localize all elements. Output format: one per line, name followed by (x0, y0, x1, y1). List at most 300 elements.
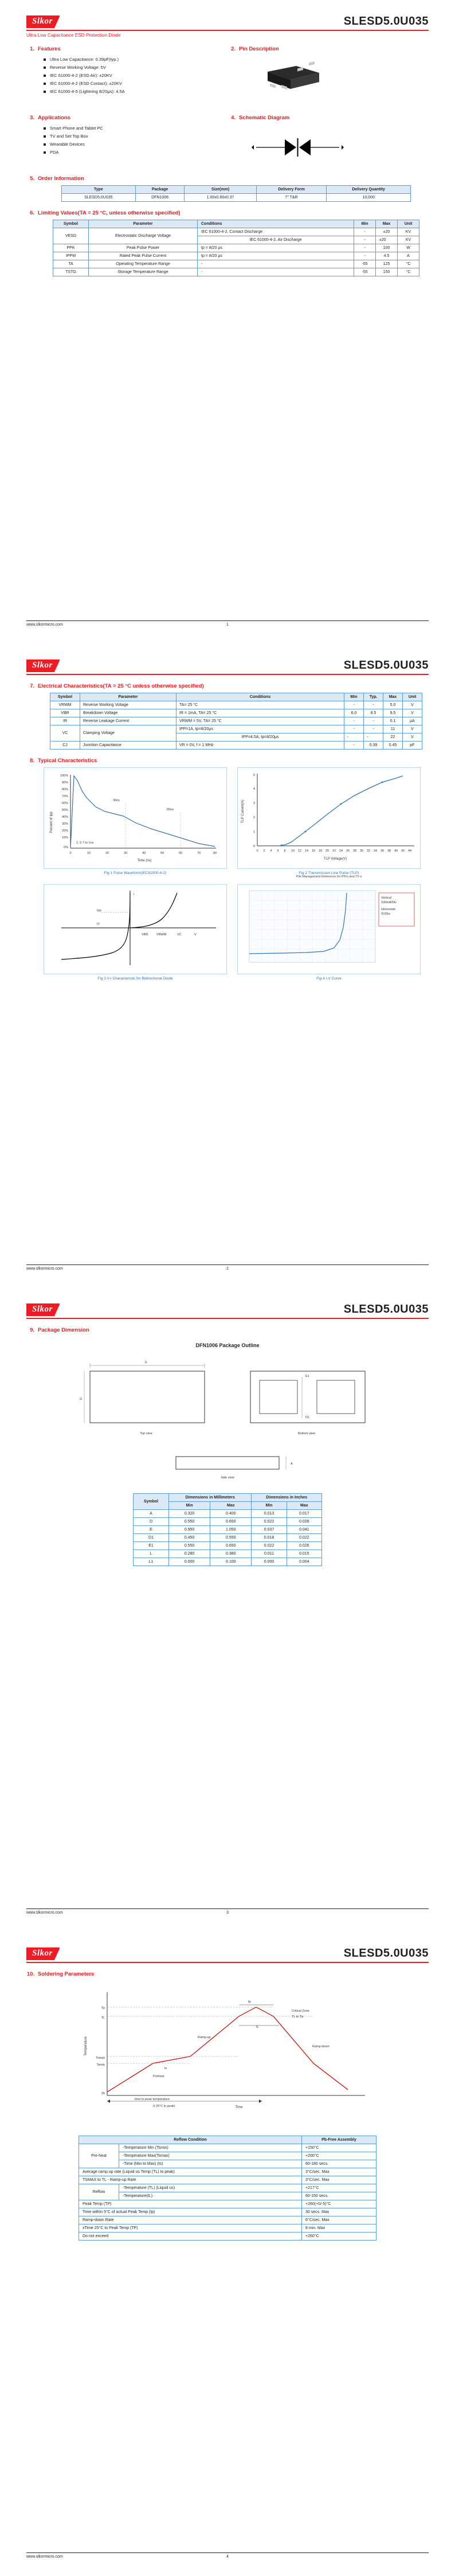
table-row (50, 725, 422, 733)
page-2 (0, 644, 455, 1288)
svg-text:80: 80 (213, 852, 217, 855)
svg-text:Time (ns): Time (ns) (137, 859, 152, 862)
section-title: Pin Description (239, 46, 279, 52)
cell: Do not exceed (79, 2232, 302, 2241)
svg-text:Ramp-down: Ramp-down (312, 2045, 330, 2048)
cell: CJ (50, 741, 80, 750)
cell: TSTG (53, 268, 89, 276)
table-row (134, 1526, 322, 1534)
cell: 0.013 (252, 1510, 287, 1518)
chart-fig3 (44, 884, 227, 981)
table-row (134, 1518, 322, 1526)
cell: W (398, 244, 419, 252)
svg-text:24: 24 (339, 849, 343, 853)
svg-text:Vertical: Vertical (381, 896, 392, 900)
cell: - (344, 733, 364, 741)
svg-text:Time: Time (235, 2106, 243, 2109)
cell: 6°C/sec. Max (302, 2216, 376, 2224)
col-millimeters: Dimensions in Millimeters (169, 1494, 252, 1502)
svg-text:Preheat: Preheat (153, 2075, 164, 2078)
svg-text:2V/Div: 2V/Div (381, 912, 391, 916)
section-limiting-values (26, 210, 429, 216)
company-logo: Slkor (26, 15, 60, 28)
cell: ±20 (376, 236, 398, 244)
package-illustration (227, 56, 429, 99)
svg-text:22: 22 (332, 849, 336, 853)
cell: 0.022 (287, 1534, 321, 1542)
svg-text:Tp: Tp (101, 2007, 105, 2010)
table-row (134, 1510, 322, 1518)
cell: Time within 5°C of actual Peak Temp (tp) (79, 2208, 302, 2216)
page-header (26, 15, 429, 31)
section-number: 7. (30, 683, 34, 689)
svg-text:VBR: VBR (142, 933, 148, 936)
cell: 125 (376, 260, 398, 268)
cell: IR = 1mA, TA= 25 °C (176, 709, 344, 717)
svg-text:60: 60 (178, 852, 183, 855)
cell: 0.026 (287, 1542, 321, 1550)
cell: - (354, 228, 376, 236)
table-row (79, 2152, 376, 2160)
cell: 0.022 (252, 1542, 287, 1550)
cell: - (354, 252, 376, 260)
cell: - (364, 717, 383, 725)
page-number: 3 (226, 1911, 229, 1915)
cell: DFN1006 (135, 194, 185, 202)
svg-text:4: 4 (270, 849, 272, 853)
svg-text:10: 10 (291, 849, 295, 853)
svg-text:Tsmax: Tsmax (96, 2056, 105, 2060)
cell: 30 secs. Max (302, 2208, 376, 2216)
cell: TA= 25 °C (176, 701, 344, 709)
col-type: Type (62, 186, 136, 194)
cell: - (198, 260, 354, 268)
cell: PPK (53, 244, 89, 252)
cell: - (354, 244, 376, 252)
cell: 150 (376, 268, 398, 276)
svg-text:TL: TL (101, 2016, 105, 2020)
svg-text:Horizontal: Horizontal (381, 908, 395, 911)
cell: 0.950 (169, 1526, 210, 1534)
list-item: Ultra Low Capacitance: 0.39pF(typ.) (44, 56, 227, 64)
table-row (50, 701, 422, 709)
doc-subtitle: Ultra Low Capacitance ESD Protection Diode (26, 33, 121, 38)
cell: -Temperature Min (Tsmin) (119, 2144, 302, 2152)
col-mm-max: Max (210, 1502, 252, 1510)
svg-text:20: 20 (105, 852, 109, 855)
cell: Average ramp up rate (Liquid us Temp (TL) to peak) (79, 2168, 302, 2176)
table-row (79, 2232, 376, 2241)
svg-text:18: 18 (318, 849, 323, 853)
figure-subtitle: Pile Management Reference for PPm and TV-s (296, 875, 362, 879)
svg-text:12: 12 (297, 849, 302, 853)
figure-caption: Fig 1 Pulse Waveform(IEC61000-4-2) (104, 871, 167, 875)
svg-text:0%: 0% (64, 846, 68, 849)
list-item: IEC 61000-4-2 (ESD Contact): ±20KV (44, 80, 227, 88)
chart-fig1 (44, 767, 227, 879)
col-symbol: Symbol (134, 1494, 169, 1510)
table-row (79, 2216, 376, 2224)
svg-text:50: 50 (160, 852, 164, 855)
svg-text:Ipp: Ipp (97, 909, 101, 912)
table-row (79, 2144, 376, 2152)
limiting-table-wrap (26, 220, 429, 276)
cell: 0.45 (383, 741, 403, 750)
cell: -Temperature (TL) (Liquid us) (119, 2184, 302, 2192)
section-typical-characteristics (26, 758, 429, 764)
cell: 0.011 (252, 1550, 287, 1558)
cell: pF (403, 741, 422, 750)
cell: Breakdown Voltage (80, 709, 176, 717)
svg-text:80%: 80% (61, 788, 68, 791)
svg-text:10%: 10% (61, 836, 68, 840)
page-number: 2 (226, 1267, 229, 1271)
cell: 0.000 (252, 1558, 287, 1566)
table-row (79, 2192, 376, 2200)
cell: 22 (383, 733, 403, 741)
svg-text:1, 0.7 to 1ns: 1, 0.7 to 1ns (76, 841, 94, 845)
svg-text:Ramp-up: Ramp-up (198, 2036, 211, 2039)
svg-text:Top view: Top view (140, 1432, 152, 1435)
page-number: 1 (226, 623, 229, 627)
cell: E1 (134, 1542, 169, 1550)
page-header (26, 1947, 429, 1963)
cell: - (344, 701, 364, 709)
svg-text:D: D (80, 1398, 83, 1400)
col-conditions: Conditions (176, 693, 344, 701)
schematic-illustration (227, 124, 429, 167)
svg-text:8: 8 (284, 849, 286, 853)
col-max: Max (376, 220, 398, 228)
table-row (53, 252, 419, 260)
limiting-values-table (53, 220, 419, 276)
svg-text:6: 6 (277, 849, 279, 853)
col-mm-min: Min (169, 1502, 210, 1510)
cell: - (364, 733, 383, 741)
cell: D (134, 1518, 169, 1526)
svg-text:20%: 20% (61, 829, 68, 833)
cell: Reverse Leakage Current (80, 717, 176, 725)
cell: 0.550 (210, 1534, 252, 1542)
table-row (50, 709, 422, 717)
cell: 0.280 (169, 1550, 210, 1558)
svg-text:100%: 100% (60, 774, 68, 778)
footer-website: www.slkormicro.com (26, 623, 63, 627)
col-conditions: Conditions (198, 220, 354, 228)
cell: - (364, 725, 383, 733)
cell: 100 (376, 244, 398, 252)
cell: 1.00x0.60x0.37 (185, 194, 256, 202)
section-number: 9. (30, 1327, 34, 1333)
table-row (79, 2224, 376, 2232)
table-row (53, 228, 419, 236)
svg-text:tL: tL (256, 2025, 259, 2029)
cell: E (134, 1526, 169, 1534)
package-outline-title: DFN1006 Package Outline (195, 1342, 260, 1348)
table-row (50, 741, 422, 750)
cell: 0.650 (210, 1542, 252, 1550)
footer-website: www.slkormicro.com (26, 1267, 63, 1271)
table-header-row (134, 1494, 322, 1502)
chart-area-fig3 (44, 884, 227, 974)
table-header-row (50, 693, 422, 701)
svg-text:70: 70 (197, 852, 201, 855)
section-order-information (26, 175, 429, 182)
section-number: 3. (30, 115, 34, 121)
section-electrical-characteristics (26, 683, 429, 689)
svg-text:60%: 60% (61, 802, 68, 805)
cell: IEC 61000-4-2, Air Discharge (198, 236, 354, 244)
col-unit: Unit (398, 220, 419, 228)
svg-text:time to peak temperature: time to peak temperature (135, 2098, 170, 2101)
reflow-profile-graph (26, 1983, 429, 2126)
cell: 3°C/sec. Max (302, 2168, 376, 2176)
svg-text:0: 0 (253, 845, 255, 848)
list-item: IEC 61000-4-2 (ESD Air): ±20KV (44, 72, 227, 80)
cell: VRWM = 5V, TA= 25 °C (176, 717, 344, 725)
cell: - (344, 717, 364, 725)
page-footer (26, 2552, 429, 2559)
svg-text:70%: 70% (61, 795, 68, 798)
figure-caption: Fig 2 Transmission Line Pulse (TLP) (299, 871, 359, 875)
chart-fig2 (237, 767, 421, 879)
col-size: Size(mm) (185, 186, 256, 194)
cell: 0.550 (169, 1518, 210, 1526)
cell: 7" T&R (256, 194, 327, 202)
col-reflow-condition: Reflow Condition (79, 2136, 302, 2144)
cell: L1 (134, 1558, 169, 1566)
cell: IR (50, 717, 80, 725)
part-number: SLESD5.0U035 (343, 1303, 429, 1316)
section-package-dimension (26, 1327, 429, 1333)
section-pin-description (227, 46, 429, 52)
cell: Junction Capacitance (80, 741, 176, 750)
svg-text:tp: tp (248, 2000, 251, 2004)
svg-text:TLP Voltage(V): TLP Voltage(V) (323, 857, 347, 861)
cell: SLESD5.0U035 (62, 194, 136, 202)
electrical-table-wrap (26, 693, 429, 750)
col-unit: Unit (403, 693, 422, 701)
soldering-parameters-table (79, 2136, 376, 2241)
svg-text:60ns: 60ns (167, 808, 174, 811)
page-footer (26, 1908, 429, 1915)
svg-text:1: 1 (253, 830, 255, 834)
svg-text:32: 32 (366, 849, 371, 853)
order-information-table (61, 185, 411, 202)
svg-text:0: 0 (256, 849, 258, 853)
section-number: 8. (30, 758, 34, 764)
col-parameter: Parameter (89, 220, 198, 228)
svg-text:28: 28 (352, 849, 357, 853)
cell: A (134, 1510, 169, 1518)
section-number: 1. (30, 46, 34, 52)
features-list (26, 56, 227, 96)
svg-text:A: A (291, 1462, 293, 1466)
cell: L (134, 1550, 169, 1558)
svg-text:3: 3 (253, 802, 255, 805)
section-title: Soldering Parameters (38, 1971, 95, 1977)
cell: V (403, 709, 422, 717)
svg-text:30: 30 (123, 852, 128, 855)
cell: 60-150 secs. (302, 2192, 376, 2200)
cell: tp = 8/20 μs (198, 244, 354, 252)
svg-text:2: 2 (263, 849, 265, 853)
cell: 10,000 (327, 194, 411, 202)
list-item: Wearable Devices (44, 140, 227, 149)
col-min: Min (354, 220, 376, 228)
package-drawings (26, 1354, 429, 1443)
page-number: 4 (226, 2555, 229, 2559)
side-view-drawing (26, 1445, 429, 1485)
svg-text:2: 2 (253, 816, 255, 819)
section-number: 6. (30, 210, 34, 216)
order-table-wrap (26, 185, 429, 202)
svg-text:90%: 90% (61, 781, 68, 784)
svg-text:34: 34 (373, 849, 378, 853)
page-footer (26, 620, 429, 627)
svg-text:10: 10 (87, 852, 91, 855)
svg-text:Bottom view: Bottom view (298, 1432, 315, 1435)
col-typ: Typ. (364, 693, 383, 701)
cell: 0.400 (210, 1510, 252, 1518)
cell: 0.320 (169, 1510, 210, 1518)
cell-group: Pre-heat (79, 2144, 119, 2168)
svg-text:4: 4 (253, 787, 255, 791)
cell: TA (53, 260, 89, 268)
cell: 6.0 (344, 709, 364, 717)
cell: +217°C (302, 2184, 376, 2192)
table-row (79, 2160, 376, 2168)
section-title: Typical Characteristics (38, 758, 97, 764)
cell: +260°C (302, 2232, 376, 2241)
col-package: Package (135, 186, 185, 194)
cell: -Temperature(tL) (119, 2192, 302, 2200)
dimension-table-wrap (26, 1493, 429, 1566)
section-soldering-parameters (26, 1971, 429, 1977)
section-title: Schematic Diagram (239, 115, 290, 121)
cell: KV (398, 228, 419, 236)
cell: 0.015 (287, 1550, 321, 1558)
cell: VRWM (50, 701, 80, 709)
col-delivery-qty: Delivery Quantity (327, 186, 411, 194)
list-item: Smart Phone and Tablet PC (44, 124, 227, 132)
cell: KV (398, 236, 419, 244)
list-item: PDA (44, 149, 227, 157)
svg-text:100mA/Div: 100mA/Div (381, 901, 397, 904)
cell: 0.380 (210, 1550, 252, 1558)
cell: V (403, 701, 422, 709)
table-row (53, 260, 419, 268)
section-title: Limiting Values(TA = 25 °C, unless otherwise specified) (38, 210, 181, 216)
cell: 0.026 (287, 1518, 321, 1526)
cell: IEC 61000-4-2, Contact Discharge (198, 228, 354, 236)
section-title: Order Information (38, 175, 84, 182)
svg-text:VRWM: VRWM (156, 933, 167, 936)
section-number: 4. (231, 115, 236, 121)
col-pb-free: Pb-Free Assembly (302, 2136, 376, 2144)
table-header-row (53, 220, 419, 228)
col-in-min: Min (252, 1502, 287, 1510)
table-row (53, 244, 419, 252)
col-in-max: Max (287, 1502, 321, 1510)
cell: 0.018 (252, 1534, 287, 1542)
section-title: Package Dimension (38, 1327, 89, 1333)
electrical-characteristics-table (50, 693, 422, 750)
cell: 9.5 (383, 709, 403, 717)
svg-text:Percent of Ipp: Percent of Ipp (50, 811, 53, 833)
package-dimension-table (133, 1493, 322, 1566)
cell: VC (50, 725, 80, 741)
cell: - (344, 741, 364, 750)
cell: 0.550 (169, 1542, 210, 1550)
svg-text:38: 38 (387, 849, 391, 853)
cell: -Time (Min to Max) (ts) (119, 2160, 302, 2168)
svg-text:42: 42 (401, 849, 405, 853)
svg-text:V: V (194, 933, 197, 936)
svg-text:44: 44 (407, 849, 412, 853)
cell: +150°C (302, 2144, 376, 2152)
svg-text:0: 0 (69, 852, 72, 855)
col-symbol: Symbol (50, 693, 80, 701)
cell: VR = 0V, f = 1 MHz (176, 741, 344, 750)
svg-text:E1: E1 (305, 1375, 309, 1378)
cell: TSMAX to TL - Ramp-up Rate (79, 2176, 302, 2184)
section-applications (26, 115, 227, 121)
table-header-row (62, 186, 411, 194)
svg-text:TL to Tp: TL to Tp (292, 2015, 304, 2019)
table-row (79, 2184, 376, 2192)
cell: IPPM (53, 252, 89, 260)
svg-text:VC: VC (177, 933, 182, 936)
chart-area-fig2 (237, 767, 421, 869)
cell: 8 min. Max (302, 2224, 376, 2232)
cell-group: Reflow (79, 2184, 119, 2200)
cell: tp = 8/20 μs (198, 252, 354, 260)
page-header (26, 1303, 429, 1319)
col-delivery-form: Delivery Form (256, 186, 327, 194)
svg-text:30: 30 (359, 849, 364, 853)
cell: xTime 25°C to Peak Temp (TP) (79, 2224, 302, 2232)
svg-text:Tsmin: Tsmin (96, 2063, 105, 2067)
cell: IPP=4.5A, tp=8/20μs (176, 733, 344, 741)
svg-text:40: 40 (394, 849, 398, 853)
soldering-table-wrap (26, 2136, 429, 2241)
table-row (134, 1534, 322, 1542)
cell: Peak Pulse Power (89, 244, 198, 252)
cell: - (198, 268, 354, 276)
svg-text:36: 36 (380, 849, 385, 853)
section-number: 2. (231, 46, 236, 52)
cell: 0.004 (287, 1558, 321, 1566)
cell: ±20 (376, 228, 398, 236)
page-1 (0, 0, 455, 644)
chart-area-fig4 (237, 884, 421, 974)
part-number: SLESD5.0U035 (343, 15, 429, 28)
svg-text:5: 5 (253, 774, 255, 777)
company-logo: Slkor (26, 1947, 60, 1960)
cell: Electrostatic Discharge Voltage (89, 228, 198, 244)
svg-text:ts: ts (164, 2067, 167, 2070)
cell: 0.041 (287, 1526, 321, 1534)
page-footer (26, 1264, 429, 1271)
table-row (62, 194, 411, 202)
section-number: 10. (26, 1971, 34, 1977)
table-row (79, 2200, 376, 2208)
section-title: Features (38, 46, 61, 52)
chart-fig4 (237, 884, 421, 981)
cell: Ramp-down Rate (79, 2216, 302, 2224)
cell: 0.000 (169, 1558, 210, 1566)
